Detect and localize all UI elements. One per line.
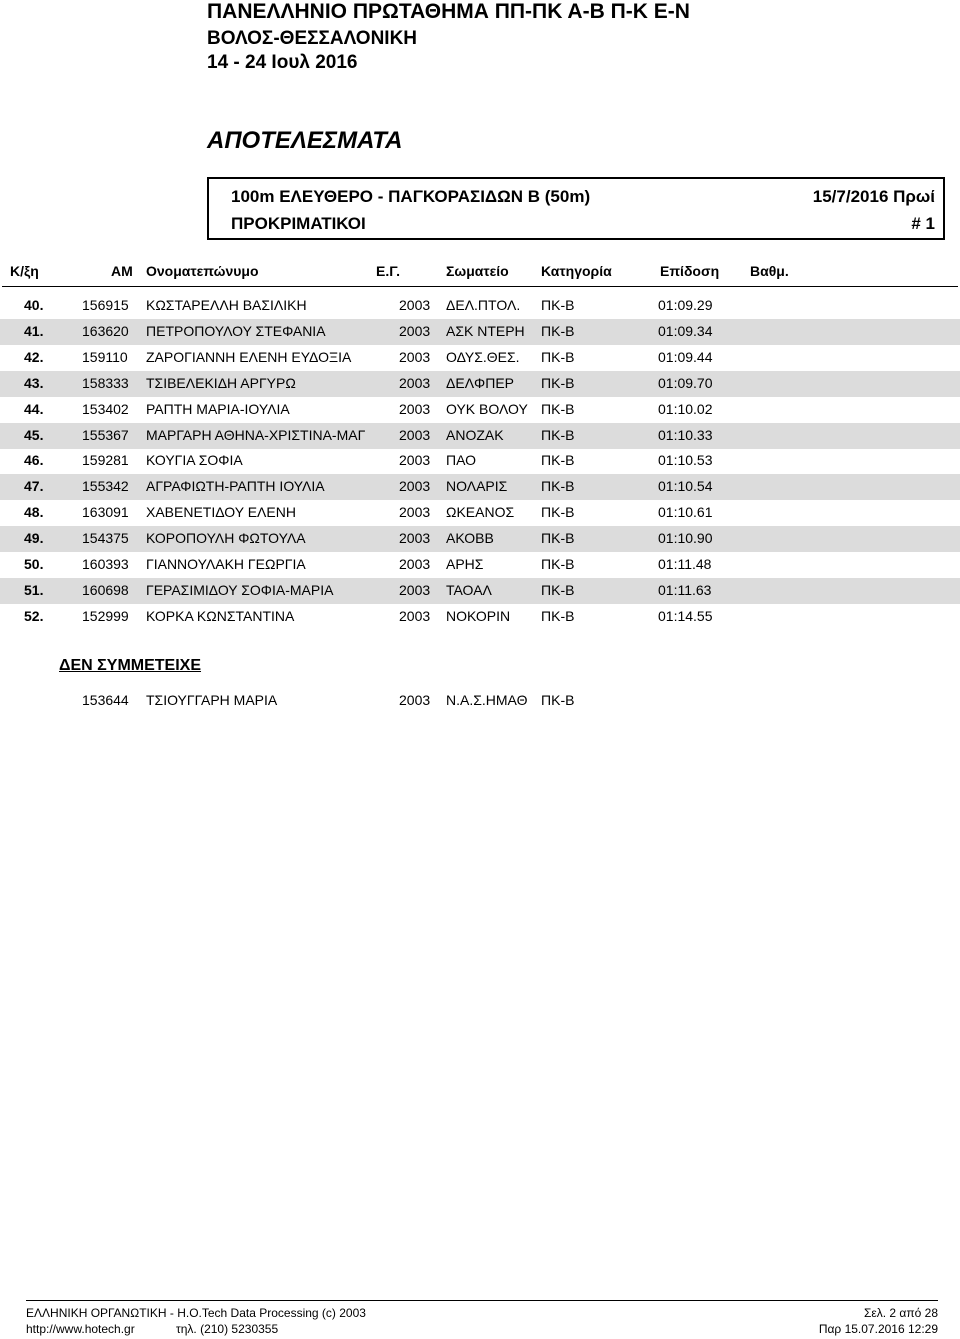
result-club: ΟΥΚ ΒΟΛΟΥ (446, 400, 528, 417)
dates: 14 - 24 Ιουλ 2016 (207, 52, 358, 73)
table-row (0, 345, 960, 371)
result-am: 156915 (82, 297, 129, 313)
result-am: 155342 (82, 478, 129, 495)
result-club: ΑΚΟΒΒ (446, 530, 494, 547)
result-time: 01:11.63 (658, 581, 712, 598)
result-rank: 48. (24, 504, 44, 521)
result-name: ΖΑΡΟΓΙΑΝΝΗ ΕΛΕΝΗ ΕΥΔΟΞΙΑ (146, 348, 352, 365)
table-row (0, 474, 960, 500)
result-time: 01:11.48 (658, 556, 712, 572)
event-name: 100m ΕΛΕΥΘΕΡΟ - ΠΑΓΚΟΡΑΣΙΔΩΝ Β (50m) (231, 187, 591, 206)
result-category: ΠΚ-Β (541, 322, 575, 339)
result-rank: 51. (24, 581, 44, 598)
result-rank: 45. (24, 426, 44, 443)
footer-printed: Παρ 15.07.2016 12:29 (818, 1322, 938, 1336)
footer-company: ΕΛΛΗΝΙΚΗ ΟΡΓΑΝΩΤΙΚΗ - Η.Ο.Tech Data Processing (c) 2003 (26, 1306, 366, 1320)
result-rank: 40. (24, 297, 44, 313)
result-year: 2003 (399, 452, 431, 469)
dns-category: ΠΚ-Β (541, 692, 575, 708)
result-time: 01:10.33 (658, 426, 713, 443)
result-category: ΠΚ-Β (541, 452, 575, 469)
result-club: ΔΕΛ.ΠΤΟΛ. (446, 297, 521, 313)
result-year: 2003 (399, 530, 431, 547)
result-club: ΩΚΕΑΝΟΣ (446, 504, 515, 521)
result-club: ΑΝΟΖΑΚ (446, 426, 504, 443)
header-divider (2, 286, 958, 287)
result-category: ΠΚ-Β (541, 607, 575, 624)
footer-divider (26, 1300, 938, 1301)
table-row (0, 319, 960, 345)
list-item (0, 688, 960, 714)
result-club: ΔΕΛΦΠΕΡ (446, 374, 514, 391)
result-rank: 41. (24, 322, 44, 339)
table-row (0, 552, 960, 578)
result-club: ΝΟΛΑΡΙΣ (446, 478, 508, 495)
result-category: ΠΚ-Β (541, 530, 575, 547)
result-year: 2003 (399, 581, 431, 598)
result-club: ΠΑΟ (446, 452, 477, 469)
result-name: ΤΣΙΒΕΛΕΚΙΔΗ ΑΡΓΥΡΩ (146, 374, 296, 391)
championship-title: ΠΑΝΕΛΛΗΝΙΟ ΠΡΩΤΑΘΗΜΑ ΠΠ-ΠΚ Α-Β Π-Κ Ε-Ν (207, 0, 690, 23)
column-header-rank: Κ/ξη (10, 263, 39, 279)
result-am: 155367 (82, 426, 129, 443)
table-row (0, 526, 960, 552)
result-time: 01:10.90 (658, 530, 713, 547)
result-name: ΧΑΒΕΝΕΤΙΔΟΥ ΕΛΕΝΗ (146, 504, 296, 521)
result-time: 01:10.02 (658, 400, 713, 417)
result-year: 2003 (399, 607, 431, 624)
result-rank: 46. (24, 452, 44, 469)
result-am: 158333 (82, 374, 129, 391)
dns-year: 2003 (399, 692, 431, 708)
result-name: ΚΟΡΟΠΟΥΛΗ ΦΩΤΟΥΛΑ (146, 530, 306, 547)
result-am: 159281 (82, 452, 129, 469)
result-time: 01:09.34 (658, 322, 713, 339)
result-am: 163091 (82, 504, 129, 521)
result-am: 153402 (82, 400, 129, 417)
result-name: ΓΙΑΝΝΟΥΛΑΚΗ ΓΕΩΡΓΙΑ (146, 556, 306, 572)
result-name: ΚΟΥΓΙΑ ΣΟΦΙΑ (146, 452, 243, 469)
result-year: 2003 (399, 556, 431, 572)
result-year: 2003 (399, 348, 431, 365)
result-time: 01:09.29 (658, 297, 713, 313)
result-category: ΠΚ-Β (541, 348, 575, 365)
result-rank: 47. (24, 478, 44, 495)
result-am: 159110 (82, 348, 128, 365)
result-name: ΑΓΡΑΦΙΩΤΗ-ΡΑΠΤΗ ΙΟΥΛΙΑ (146, 478, 325, 495)
event-date: 15/7/2016 Πρωί (812, 187, 935, 206)
footer-phone: τηλ. (210) 5230355 (176, 1322, 279, 1336)
dns-name: ΤΣΙΟΥΓΓΑΡΗ ΜΑΡΙΑ (146, 692, 278, 708)
result-am: 160393 (82, 556, 129, 572)
venue: ΒΟΛΟΣ-ΘΕΣΣΑΛΟΝΙΚΗ (207, 28, 418, 49)
result-year: 2003 (399, 400, 431, 417)
result-year: 2003 (399, 504, 431, 521)
result-am: 160698 (82, 581, 129, 598)
result-rank: 49. (24, 530, 44, 547)
result-time: 01:10.61 (658, 504, 713, 521)
result-category: ΠΚ-Β (541, 426, 575, 443)
footer-website[interactable]: http://www.hotech.gr (26, 1322, 135, 1336)
did-not-start-title: ΔΕΝ ΣΥΜΜΕΤΕΙΧΕ (59, 657, 202, 674)
result-rank: 44. (24, 400, 44, 417)
result-rank: 42. (24, 348, 44, 365)
column-header-time: Επίδοση (660, 263, 720, 279)
dns-am: 153644 (82, 692, 129, 708)
column-header-category: Κατηγορία (541, 263, 612, 279)
column-header-club: Σωματείο (446, 263, 509, 279)
table-row (0, 448, 960, 474)
result-club: ΤΑΟΑΛ (446, 581, 492, 598)
result-category: ΠΚ-Β (541, 478, 575, 495)
result-am: 163620 (82, 322, 129, 339)
table-row (0, 293, 960, 319)
column-header-points: Βαθμ. (750, 263, 789, 279)
result-club: ΑΣΚ ΝΤΕΡΗ (446, 322, 525, 339)
event-round: ΠΡΟΚΡΙΜΑΤΙΚΟΙ (231, 214, 366, 233)
result-year: 2003 (399, 478, 431, 495)
result-rank: 50. (24, 556, 44, 572)
result-time: 01:09.70 (658, 374, 713, 391)
results-title: ΑΠΟΤΕΛΕΣΜΑΤΑ (207, 127, 403, 154)
result-year: 2003 (399, 374, 431, 391)
table-row (0, 500, 960, 526)
result-category: ΠΚ-Β (541, 556, 575, 572)
result-rank: 43. (24, 374, 44, 391)
result-name: ΜΑΡΓΑΡΗ ΑΘΗΝΑ-ΧΡΙΣΤΙΝΑ-ΜΑΓ (146, 426, 366, 443)
result-am: 154375 (82, 530, 129, 547)
result-club: ΟΔΥΣ.ΘΕΣ. (446, 348, 520, 365)
result-time: 01:09.44 (658, 348, 713, 365)
result-rank: 52. (24, 607, 44, 624)
result-name: ΓΕΡΑΣΙΜΙΔΟΥ ΣΟΦΙΑ-ΜΑΡΙΑ (146, 581, 334, 598)
result-year: 2003 (399, 426, 431, 443)
dns-club: Ν.Α.Σ.ΗΜΑΘ (446, 692, 528, 708)
column-header-am: ΑΜ (111, 263, 133, 279)
result-time: 01:10.53 (658, 452, 713, 469)
result-category: ΠΚ-Β (541, 400, 575, 417)
table-row (0, 604, 960, 630)
result-time: 01:14.55 (658, 607, 713, 624)
result-year: 2003 (399, 322, 431, 339)
table-row (0, 371, 960, 397)
result-category: ΠΚ-Β (541, 374, 575, 391)
result-category: ΠΚ-Β (541, 504, 575, 521)
event-heat: # 1 (911, 214, 935, 233)
column-header-year: Ε.Γ. (376, 263, 400, 279)
result-name: ΚΩΣΤΑΡΕΛΛΗ ΒΑΣΙΛΙΚΗ (146, 297, 307, 313)
result-name: ΠΕΤΡΟΠΟΥΛΟΥ ΣΤΕΦΑΝΙΑ (146, 322, 326, 339)
table-row (0, 397, 960, 423)
result-category: ΠΚ-Β (541, 581, 575, 598)
result-am: 152999 (82, 607, 129, 624)
result-category: ΠΚ-Β (541, 297, 575, 313)
footer-page: Σελ. 2 από 28 (863, 1306, 938, 1320)
result-name: ΚΟΡΚΑ ΚΩΝΣΤΑΝΤΙΝΑ (146, 607, 295, 624)
result-time: 01:10.54 (658, 478, 713, 495)
event-box (207, 177, 945, 240)
result-name: ΡΑΠΤΗ ΜΑΡΙΑ-ΙΟΥΛΙΑ (146, 400, 290, 417)
table-row (0, 423, 960, 449)
column-header-name: Ονοματεπώνυμο (146, 263, 259, 279)
result-club: ΝΟΚΟΡΙΝ (446, 607, 511, 624)
result-club: ΑΡΗΣ (446, 556, 484, 572)
result-year: 2003 (399, 297, 431, 313)
table-row (0, 578, 960, 604)
